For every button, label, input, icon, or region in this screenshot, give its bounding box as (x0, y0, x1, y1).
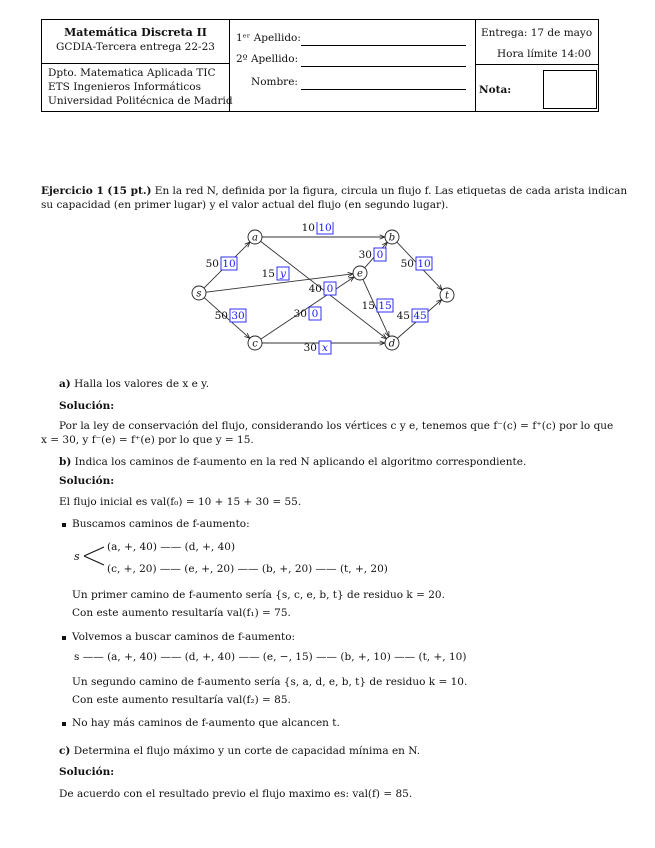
part-c-label: c) (59, 745, 71, 757)
node-label: t (444, 290, 450, 302)
edge-flow: 10 (222, 258, 236, 270)
nota-label: Nota: (479, 84, 512, 96)
exercise-text: En la red N, definida por la figura, circula un flujo f. Las etiquetas de cada arista indican (154, 185, 628, 197)
part-b-question (59, 456, 526, 468)
part-a-answer-1: Por la ley de conservación del flujo, considerando los vértices c y e, tenemos que f⁻(c) = f⁺(c) por lo que (59, 420, 614, 432)
node-c (248, 336, 262, 350)
node-label: e (357, 268, 363, 280)
part-c-text: Determina el flujo máximo y un corte de capacidad mínima en N. (73, 745, 421, 757)
apellido1-field[interactable] (301, 45, 466, 46)
edge-flow: 10 (318, 222, 332, 234)
edge-flow: 45 (413, 310, 427, 322)
edge-capacity: 40 (308, 283, 322, 295)
course-subtitle: GCDIA-Tercera entrega 22-23 (56, 41, 215, 53)
course-title: Matemática Discreta II (64, 26, 207, 39)
apellido1-label: 1ᵉʳ Apellido: (236, 32, 301, 44)
hora-limite: Hora límite 14:00 (497, 48, 592, 60)
part-b-label: b) (59, 456, 72, 468)
tree-branch-icon (82, 543, 106, 569)
first-value: Con este aumento resultaría val(f₁) = 75. (72, 607, 291, 619)
bullet-icon (62, 523, 66, 527)
dept-line: Dpto. Matematica Aplicada TIC (48, 67, 216, 79)
node-label: d (388, 338, 396, 350)
edge-capacity: 50 (214, 310, 228, 322)
dept-line: ETS Ingenieros Informáticos (48, 81, 201, 93)
apellido2-field[interactable] (301, 66, 466, 67)
dept-line: Universidad Politécnica de Madrid (48, 95, 233, 107)
part-a-text: Halla los valores de x e y. (74, 378, 210, 390)
edge-flow: y (280, 268, 286, 280)
edge-flow: 15 (378, 300, 392, 312)
bullet-3-text: No hay más caminos de f-aumento que alcancen t. (72, 717, 340, 729)
tree-root: s (74, 550, 80, 563)
second-path: Un segundo camino de f-aumento sería {s, a, d, e, b, t} de residuo k = 10. (72, 676, 468, 688)
edge-flow: 0 (326, 283, 334, 295)
edge-flow: x (322, 342, 328, 354)
edge-label-a-d (309, 282, 336, 295)
node-s (192, 286, 206, 300)
node-label: s (196, 288, 202, 300)
node-label: a (252, 232, 258, 244)
edge-label-a-b (302, 222, 333, 234)
nota-box[interactable] (543, 70, 597, 109)
entrega-date: Entrega: 17 de mayo (481, 27, 593, 39)
augment-chain: s —— (a, +, 40) —— (d, +, 40) —— (e, −, 15) —— (b, +, 10) —— (t, +, 10) (74, 651, 467, 663)
apellido2-label: 2º Apellido: (236, 53, 299, 65)
tree-row-2: (c, +, 20) —— (e, +, 20) —— (b, +, 20) —— (t, +, 20) (107, 563, 388, 575)
node-b (385, 230, 399, 244)
edge-capacity: 15 (361, 300, 375, 312)
edge-capacity: 30 (293, 308, 307, 320)
edge-capacity: 10 (301, 222, 315, 234)
edge-label-c-e (294, 307, 321, 320)
edge-label-s-e (262, 267, 289, 280)
bullet-icon (62, 722, 66, 726)
part-c-question (59, 745, 420, 757)
node-t (440, 288, 454, 302)
exercise-text-2: su capacidad (en primer lugar) y el valor actual del flujo (en segundo lugar). (41, 199, 449, 211)
edge-capacity: 30 (358, 249, 372, 261)
node-e (353, 266, 367, 280)
edge-capacity: 30 (303, 342, 317, 354)
first-path: Un primer camino de f-aumento sería {s, c, e, b, t} de residuo k = 20. (72, 589, 445, 601)
part-b-solucion: Solución: (59, 475, 115, 487)
nombre-label: Nombre: (251, 76, 298, 88)
edge-flow: 30 (231, 310, 245, 322)
edge-label-s-c (215, 309, 246, 322)
graph-edges (204, 237, 442, 343)
edge-capacity: 45 (396, 310, 410, 322)
part-c-answer: De acuerdo con el resultado previo el flujo maximo es: val(f) = 85. (59, 788, 413, 800)
bullet-icon (62, 636, 66, 640)
edge-capacity: 15 (261, 268, 275, 280)
part-c-solucion: Solución: (59, 766, 115, 778)
part-a-answer-2: x = 30, y f⁻(e) = f⁺(e) por lo que y = 15. (41, 434, 254, 446)
edge-flow: 0 (311, 308, 319, 320)
second-value: Con este aumento resultaría val(f₂) = 85. (72, 694, 291, 706)
tree-row-1: (a, +, 40) —— (d, +, 40) (107, 541, 236, 553)
edge-label-s-a (206, 257, 237, 270)
edge-c-e (261, 277, 354, 339)
edge-label-e-d (362, 299, 393, 312)
header-divider (475, 20, 476, 111)
initial-flow: El flujo inicial es val(f₀) = 10 + 15 + 30 = 55. (59, 496, 302, 508)
edge-flow: 10 (417, 258, 431, 270)
nombre-field[interactable] (301, 89, 466, 90)
network-graph (185, 222, 465, 362)
part-a-solucion: Solución: (59, 400, 115, 412)
header-divider (475, 64, 599, 65)
node-d (385, 336, 399, 350)
exercise-statement (41, 185, 627, 197)
bullet-2-text: Volvemos a buscar caminos de f-aumento: (72, 631, 296, 643)
node-label: b (388, 232, 396, 244)
edge-capacity: 50 (400, 258, 414, 270)
exercise-title: Ejercicio 1 (15 pt.) (41, 185, 152, 197)
node-label: c (252, 338, 258, 350)
edge-label-d-t (397, 309, 428, 322)
part-a-question (59, 378, 209, 390)
edge-capacity: 50 (205, 258, 219, 270)
header-table (41, 19, 599, 112)
edge-label-b-t (401, 257, 432, 270)
part-b-text: Indica los caminos de f-aumento en la red N aplicando el algoritmo correspondiente. (74, 456, 527, 468)
node-a (248, 230, 262, 244)
edge-flow: 0 (376, 249, 384, 261)
part-a-label: a) (59, 378, 71, 390)
bullet-1-text: Buscamos caminos de f-aumento: (72, 518, 250, 530)
header-divider (42, 63, 229, 64)
